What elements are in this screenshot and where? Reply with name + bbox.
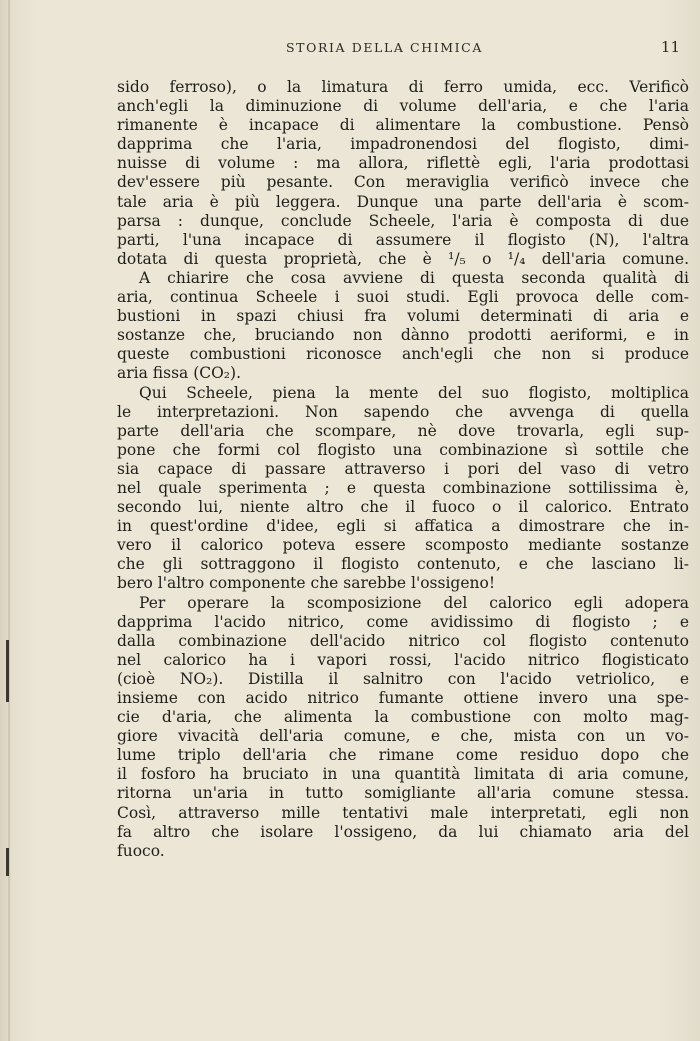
text-line: bustioni in spazi chiusi fra volumi determinati di aria e	[117, 307, 689, 326]
text-line: parsa : dunque, conclude Scheele, l'aria è composta di due	[117, 211, 689, 230]
text-line: nel calorico ha i vapori rossi, l'acido nitrico flogisticato	[117, 650, 689, 669]
text-line: aria, continua Scheele i suoi studi. Egli provoca delle com-	[117, 288, 689, 307]
text-line: dalla combinazione dell'acido nitrico col flogisto contenuto	[117, 631, 689, 650]
text-line: in quest'ordine d'idee, egli si affatica a dimostrare che in-	[117, 517, 689, 536]
text-line: pone che formi col flogisto una combinazione sì sottile che	[117, 440, 689, 459]
text-line: dotata di questa proprietà, che è ¹/₅ o ¹/₄ dell'aria comune.	[117, 249, 689, 268]
text-line: sostanze che, bruciando non dànno prodotti aeriformi, e in	[117, 326, 689, 345]
text-line: insieme con acido nitrico fumante ottiene invero una spe-	[117, 689, 689, 707]
text-line: secondo lui, niente altro che il fuoco o il calorico. Entrato	[117, 498, 689, 517]
text-line: le interpretazioni. Non sapendo che avvenga di quella	[117, 402, 689, 421]
text-line: queste combustioni riconosce anch'egli che non si produce	[117, 345, 689, 364]
text-line: nel quale sperimenta ; e questa combinazione sottilissima è,	[117, 478, 689, 497]
page-gutter	[8, 0, 10, 1041]
text-line: dapprima che l'aria, impadronendosi del flogisto, dimi-	[117, 135, 689, 154]
paragraph-start-line: Per operare la scomposizione del calorico egli adopera	[139, 593, 689, 612]
body-text	[117, 78, 689, 861]
text-line: vero il calorico poteva essere scomposto mediante sostanze	[117, 536, 689, 555]
text-line: (cioè NO₂). Distilla il salnitro con l'acido vetriolico, e	[117, 669, 689, 688]
text-line: sia capace di passare attraverso i pori del vaso di vetro	[117, 459, 689, 478]
margin-mark	[6, 848, 9, 876]
text-line: lume triplo dell'aria che rimane come residuo dopo che	[117, 746, 689, 765]
margin-mark	[6, 640, 9, 702]
paragraph-end-line: fuoco.	[117, 841, 165, 860]
text-line: che gli sottraggono il flogisto contenuto, e che lasciano li-	[117, 555, 689, 574]
text-line: rimanente è incapace di alimentare la combustione. Pensò	[117, 116, 689, 135]
paragraph-start-line: A chiarire che cosa avviene di questa seconda qualità di	[139, 268, 689, 287]
paragraph-end-line: bero l'altro componente che sarebbe l'ossigeno!	[117, 574, 496, 593]
text-line: nuisse di volume : ma allora, riflettè egli, l'aria prodottasi	[117, 154, 689, 173]
text-line: parte dell'aria che scompare, nè dove trovarla, egli sup-	[117, 421, 689, 440]
text-line: sido ferroso), o la limatura di ferro umida, ecc. Verificò	[117, 78, 689, 96]
text-line: dev'essere più pesante. Con meraviglia verificò invece che	[117, 173, 689, 192]
text-line: cie d'aria, che alimenta la combustione con molto mag-	[117, 708, 689, 727]
text-line: tale aria è più leggera. Dunque una parte dell'aria è scom-	[117, 192, 689, 211]
text-line: ritorna un'aria in tutto somigliante all'aria comune stessa.	[117, 784, 689, 803]
text-line: fa altro che isolare l'ossigeno, da lui chiamato aria del	[117, 822, 689, 841]
text-line: dapprima l'acido nitrico, come avidissimo di flogisto ; e	[117, 612, 689, 631]
paragraph-end-line: aria fissa (CO₂).	[117, 364, 241, 383]
text-line: parti, l'una incapace di assumere il flogisto (N), l'altra	[117, 230, 689, 249]
running-title: STORIA DELLA CHIMICA	[286, 40, 483, 55]
paragraph-start-line: Qui Scheele, piena la mente del suo flogisto, moltiplica	[139, 383, 689, 402]
page-number: 11	[660, 38, 680, 56]
text-line: Così, attraverso mille tentativi male interpretati, egli non	[117, 803, 689, 822]
text-line: giore vivacità dell'aria comune, e che, mista con un vo-	[117, 727, 689, 746]
text-line: anch'egli la diminuzione di volume dell'aria, e che l'aria	[117, 97, 689, 116]
text-line: il fosforo ha bruciato in una quantità limitata di aria comune,	[117, 765, 689, 784]
